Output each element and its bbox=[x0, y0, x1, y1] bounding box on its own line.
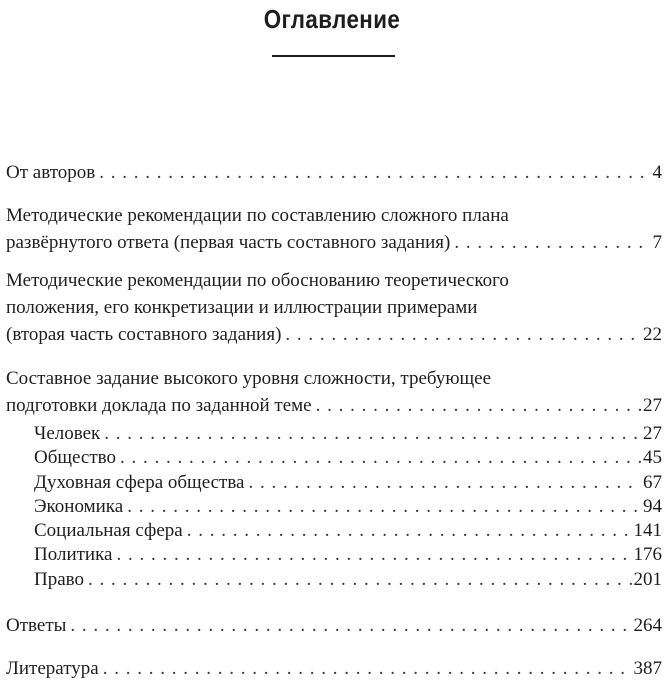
title-underline bbox=[272, 55, 395, 57]
toc-subentry-label: Политика bbox=[34, 544, 113, 566]
toc-entry-report[interactable] bbox=[6, 365, 662, 419]
toc-page-number: 201 bbox=[633, 568, 662, 590]
toc-entry-label: Ответы bbox=[6, 615, 67, 636]
toc-subentry-dukhovnaya-sfera[interactable] bbox=[34, 471, 662, 495]
toc-subentry-ekonomika[interactable] bbox=[34, 495, 662, 519]
toc-page-number: 45 bbox=[643, 447, 662, 469]
toc-entry-label: подготовки доклада по заданной теме bbox=[6, 395, 312, 416]
dot-leader bbox=[316, 392, 641, 419]
toc-page-number: 22 bbox=[643, 324, 662, 345]
toc-entry-label-line: положения, его конкретизации и иллюстрации примерами bbox=[6, 297, 478, 318]
toc-entry-literature[interactable] bbox=[6, 655, 662, 682]
toc-entry-label: (вторая часть составного задания) bbox=[6, 324, 282, 345]
dot-leader bbox=[116, 543, 631, 567]
dot-leader bbox=[104, 422, 641, 446]
dot-leader bbox=[187, 519, 632, 543]
dot-leader bbox=[70, 612, 631, 639]
dot-leader bbox=[120, 446, 641, 470]
toc-subentry-politika[interactable] bbox=[34, 543, 662, 567]
toc-entry-label-line: Составное задание высокого уровня сложности, требующее bbox=[6, 368, 492, 389]
toc-entry-label: развёрнутого ответа (первая часть составного задания) bbox=[6, 232, 451, 253]
dot-leader bbox=[127, 495, 641, 519]
toc-entry-label: От авторов bbox=[6, 162, 96, 183]
dot-leader bbox=[88, 568, 632, 592]
toc-subentry-obshchestvo[interactable] bbox=[34, 446, 662, 470]
toc-subsection-list bbox=[34, 422, 662, 592]
toc-page-number: 27 bbox=[643, 423, 662, 444]
toc-page-number: 27 bbox=[643, 395, 662, 416]
toc-subentry-label: Право bbox=[34, 568, 84, 590]
toc-page-number: 4 bbox=[652, 162, 662, 183]
dot-leader bbox=[454, 229, 650, 256]
toc-entry-authors[interactable] bbox=[6, 159, 662, 186]
toc-entry-justification[interactable] bbox=[6, 267, 662, 348]
toc-subentry-sotsialnaya-sfera[interactable] bbox=[34, 519, 662, 543]
toc-entry-label-line: Методические рекомендации по обоснованию теоретического bbox=[6, 270, 509, 291]
dot-leader bbox=[103, 655, 632, 682]
toc-page-number: 67 bbox=[643, 471, 662, 493]
toc-entry-label: Литература bbox=[6, 658, 99, 679]
toc-subentry-label: Социальная сфера bbox=[34, 520, 183, 542]
dot-leader bbox=[285, 321, 641, 348]
toc-subentry-label: Экономика bbox=[34, 495, 124, 517]
dot-leader bbox=[248, 471, 641, 495]
toc-subentry-pravo[interactable] bbox=[34, 568, 662, 592]
toc-page-number: 141 bbox=[633, 520, 662, 542]
toc-page-number: 94 bbox=[643, 495, 662, 517]
toc-entry-label-line: Методические рекомендации по составлению сложного плана bbox=[6, 205, 509, 226]
page-title: Оглавление bbox=[263, 4, 401, 34]
toc-entry-answers[interactable] bbox=[6, 612, 662, 639]
toc-page-number: 176 bbox=[633, 544, 662, 566]
toc-entry-plan[interactable] bbox=[6, 202, 662, 256]
toc-page-number: 387 bbox=[633, 658, 662, 679]
toc-subentry-label: Общество bbox=[34, 447, 117, 469]
toc-page-number: 264 bbox=[633, 615, 662, 636]
toc-page-number: 7 bbox=[652, 232, 662, 253]
toc-subentry-chelovek[interactable] bbox=[34, 422, 662, 446]
dot-leader bbox=[99, 159, 650, 186]
toc-subentry-label: Человек bbox=[34, 423, 101, 444]
toc-subentry-label: Духовная сфера общества bbox=[34, 471, 245, 493]
